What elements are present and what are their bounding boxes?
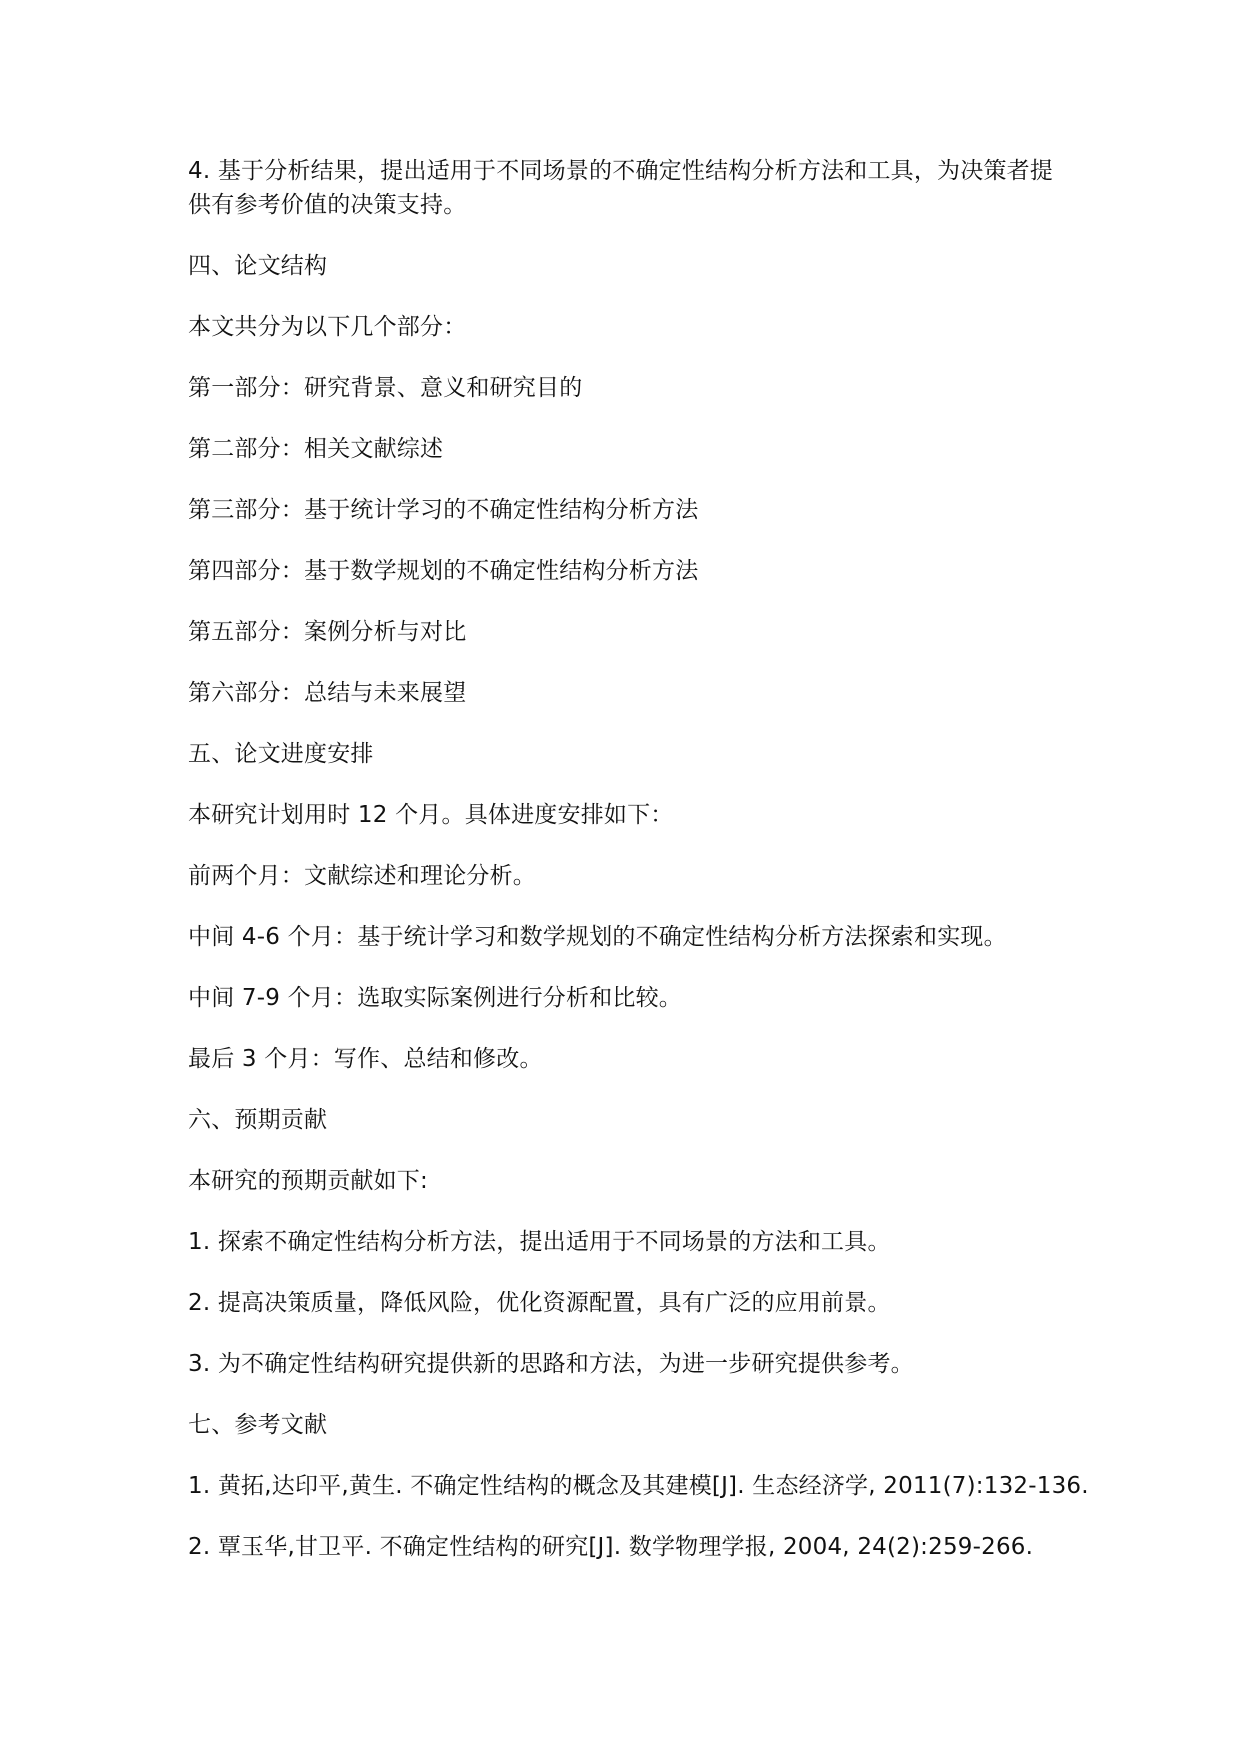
- paragraph-schedule-intro: 本研究计划用时 12 个月。具体进度安排如下：: [188, 802, 674, 828]
- reference-2: 2. 覃玉华,甘卫平. 不确定性结构的研究[J]. 数学物理学报, 2004, 24(2):259-266.: [188, 1534, 1034, 1560]
- paragraph-schedule-3: 中间 7-9 个月：选取实际案例进行分析和比较。: [188, 985, 682, 1011]
- paragraph-schedule-1: 前两个月：文献综述和理论分析。: [188, 863, 536, 889]
- paragraph-part-2: 第二部分：相关文献综述: [188, 436, 444, 462]
- heading-thesis-structure: 四、论文结构: [188, 253, 328, 279]
- heading-contributions: 六、预期贡献: [188, 1107, 328, 1133]
- paragraph-contribution-2: 2. 提高决策质量，降低风险，优化资源配置，具有广泛的应用前景。: [188, 1290, 891, 1316]
- paragraph-part-3: 第三部分：基于统计学习的不确定性结构分析方法: [188, 497, 699, 523]
- paragraph-contribution-3: 3. 为不确定性结构研究提供新的思路和方法，为进一步研究提供参考。: [188, 1351, 914, 1377]
- paragraph-part-4: 第四部分：基于数学规划的不确定性结构分析方法: [188, 558, 699, 584]
- heading-schedule: 五、论文进度安排: [188, 741, 374, 767]
- paragraph-contributions-intro: 本研究的预期贡献如下:: [188, 1168, 428, 1194]
- paragraph-structure-intro: 本文共分为以下几个部分：: [188, 314, 467, 340]
- reference-1: 1. 黄拓,达印平,黄生. 不确定性结构的概念及其建模[J]. 生态经济学, 2011(7):132-136.: [188, 1473, 1089, 1499]
- paragraph-schedule-2: 中间 4-6 个月：基于统计学习和数学规划的不确定性结构分析方法探索和实现。: [188, 924, 1007, 950]
- paragraph-part-5: 第五部分：案例分析与对比: [188, 619, 467, 645]
- paragraph-part-6: 第六部分：总结与未来展望: [188, 680, 467, 706]
- paragraph-contribution-1: 1. 探索不确定性结构分析方法，提出适用于不同场景的方法和工具。: [188, 1229, 891, 1255]
- heading-references: 七、参考文献: [188, 1412, 328, 1438]
- document-body: [188, 154, 1089, 1591]
- paragraph-part-1: 第一部分：研究背景、意义和研究目的: [188, 375, 583, 401]
- paragraph-goal-4: 4. 基于分析结果，提出适用于不同场景的不确定性结构分析方法和工具，为决策者提供有参考价值的决策支持。: [188, 158, 1054, 218]
- paragraph-schedule-4: 最后 3 个月：写作、总结和修改。: [188, 1046, 543, 1072]
